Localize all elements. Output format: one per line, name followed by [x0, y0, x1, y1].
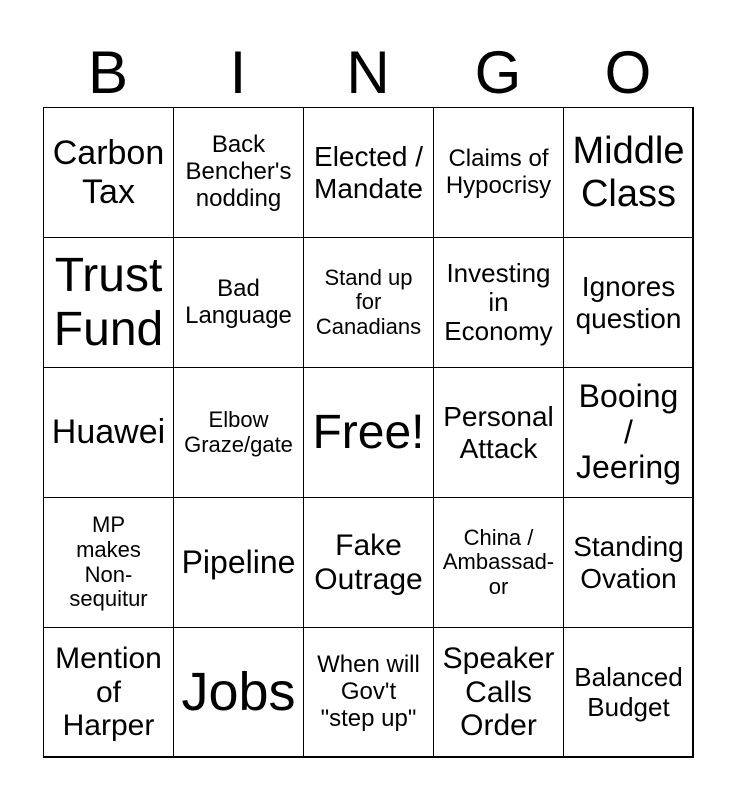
bingo-cell-label: Booing / Jeering	[576, 377, 681, 486]
bingo-cell-label: Pipeline	[181, 543, 296, 580]
bingo-cell[interactable]	[43, 367, 174, 498]
bingo-cell[interactable]	[563, 497, 694, 628]
bingo-cell-label: Huawei	[51, 413, 166, 452]
bingo-cell-label: Jobs	[181, 662, 296, 723]
bingo-cell-label: Personal Attack	[443, 401, 554, 464]
bingo-cell[interactable]	[173, 367, 304, 498]
bingo-cell-label: Free!	[312, 405, 425, 459]
bingo-cell[interactable]	[43, 107, 174, 238]
header-letter-o: O	[604, 39, 652, 106]
bingo-cell[interactable]	[173, 107, 304, 238]
bingo-cell[interactable]	[563, 237, 694, 368]
bingo-cell-label: Standing Ovation	[573, 531, 684, 594]
bingo-cell[interactable]	[173, 497, 304, 628]
bingo-cell-free[interactable]	[303, 367, 434, 498]
bingo-cell[interactable]	[433, 627, 564, 758]
bingo-cell[interactable]	[433, 107, 564, 238]
bingo-cell-label: MP makes Non- sequitur	[69, 512, 148, 612]
header-letter-g: G	[474, 39, 522, 106]
bingo-cell[interactable]	[43, 627, 174, 758]
bingo-cell-label: Fake Outrage	[314, 528, 423, 596]
bingo-card-grid	[43, 107, 693, 757]
bingo-cell[interactable]	[563, 107, 694, 238]
bingo-cell-label: China / Ambassad- or	[442, 524, 555, 599]
bingo-cell-label: Back Bencher's nodding	[185, 131, 292, 212]
header-letter-i: I	[229, 39, 247, 106]
bingo-cell[interactable]	[563, 627, 694, 758]
bingo-cell[interactable]	[303, 237, 434, 368]
bingo-cell[interactable]	[433, 367, 564, 498]
bingo-cell-label: Trust Fund	[53, 248, 164, 356]
bingo-cell[interactable]	[433, 237, 564, 368]
bingo-cell-label: Bad Language	[185, 274, 292, 329]
bingo-cell-label: Investing in Economy	[444, 257, 553, 347]
bingo-cell-label: Ignores question	[575, 271, 682, 334]
bingo-cell-label: Carbon Tax	[52, 134, 165, 211]
bingo-cell[interactable]	[173, 627, 304, 758]
bingo-cell-label: Elected / Mandate	[314, 141, 423, 204]
bingo-cell-label: Mention of Harper	[55, 642, 162, 743]
bingo-cell[interactable]	[433, 497, 564, 628]
bingo-cell-label: When will Gov't "step up"	[317, 651, 420, 732]
bingo-cell[interactable]	[43, 497, 174, 628]
bingo-cell[interactable]	[303, 627, 434, 758]
bingo-cell-label: Stand up for Canadians	[315, 264, 422, 339]
bingo-cell[interactable]	[563, 367, 694, 498]
bingo-cell[interactable]	[303, 107, 434, 238]
bingo-cell-label: Elbow Graze/gate	[184, 406, 293, 457]
bingo-cell-label: Claims of Hypocrisy	[445, 144, 552, 199]
header-letter-n: N	[346, 39, 390, 106]
bingo-cell-label: Speaker Calls Order	[442, 642, 555, 743]
bingo-header	[43, 38, 693, 108]
bingo-cell[interactable]	[303, 497, 434, 628]
bingo-cell-label: Balanced Budget	[574, 662, 683, 722]
header-letter-b: B	[87, 39, 129, 106]
bingo-cell[interactable]	[43, 237, 174, 368]
bingo-cell-label: Middle Class	[572, 129, 685, 215]
bingo-cell[interactable]	[173, 237, 304, 368]
